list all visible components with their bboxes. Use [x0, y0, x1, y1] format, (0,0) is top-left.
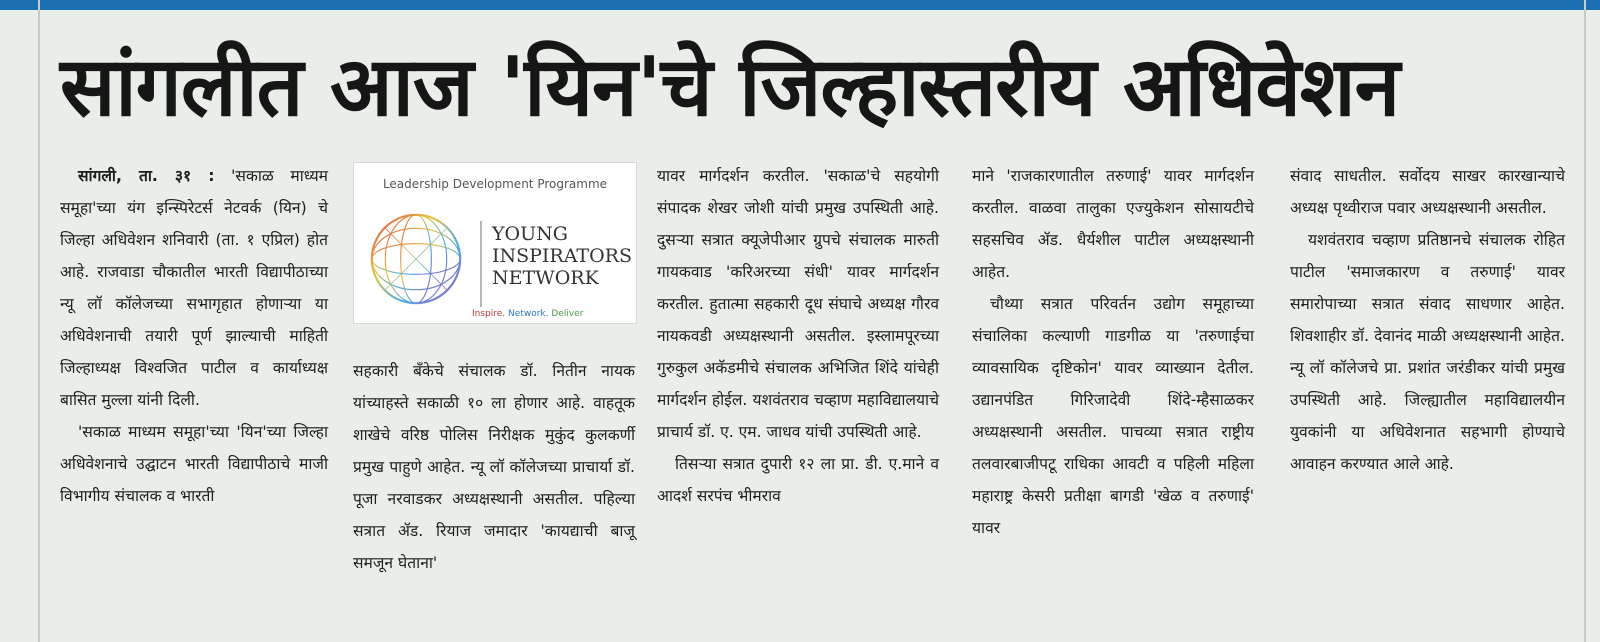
paragraph: चौथ्या सत्रात परिवर्तन उद्योग समूहाच्या संचालिका कल्याणी गाडगीळ या 'तरुणाईचा व्यावसायिक दृष्टिकोन' यावर व्याख्यान देतील. उद्यानपंडित गिरिजादेवी शिंदे-म्हैसाळकर अध्यक्षस्थानी असतील. पाचव्या सत्रात राष्ट्रीय तलवारबाजीपटू राधिका आवटी व पहिली महिला महाराष्ट्र केसरी प्रतीक्षा बागडी 'खेळ व तरुणाई' यावर	[972, 295, 1254, 537]
tagline-word: Network.	[508, 309, 549, 319]
article-column-5	[1290, 160, 1565, 480]
brand-line: NETWORK	[492, 267, 599, 289]
ad-subtitle: Leadership Development Programme	[382, 177, 608, 191]
logo-divider	[480, 221, 482, 307]
article-column-2	[353, 355, 635, 579]
headline: सांगलीत आज 'यिन'चे जिल्हास्तरीय अधिवेशन	[60, 40, 1400, 135]
top-color-bar	[0, 0, 1600, 10]
article-column-1	[60, 160, 328, 512]
tagline-word: Inspire.	[472, 309, 506, 319]
yin-logo-box	[353, 162, 637, 324]
paragraph	[60, 160, 328, 416]
tagline-word: Deliver	[551, 309, 584, 319]
brand-line: YOUNG	[492, 223, 568, 245]
paragraph: यशवंतराव चव्हाण प्रतिष्ठानचे संचालक रोहित पाटील 'समाजकारण व तरुणाई' यावर समारोपाच्या सत्रात संवाद साधणार आहेत. शिवशाहीर डॉ. देवानंद माळी अध्यक्षस्थानी आहेत. न्यू लॉ कॉलेजचे प्रा. प्रशांत जरंडीकर यांची प्रमुख उपस्थिती आहे. जिल्ह्यातील महाविद्यालयीन युवकांनी या अधिवेशनात सहभागी होण्याचे आवाहन करण्यात आले आहे.	[1290, 231, 1565, 473]
right-margin-line	[1584, 0, 1586, 642]
paragraph: यावर मार्गदर्शन करतील. 'सकाळ'चे सहयोगी संपादक शेखर जोशी यांची प्रमुख उपस्थिती आहे. दुसऱ्या सत्रात क्यूजेपीआर ग्रुपचे संचालक मारुती गायकवाड 'करिअरच्या संधी' यावर मार्गदर्शन करतील. हुतात्मा सहकारी दूध संघाचे अध्यक्ष गौरव नायकवडी अध्यक्षस्थानी असतील. इस्लामपूरच्या गुरुकुल अकॅडमीचे संचालक अभिजित शिंदे यांचेही मार्गदर्शन होईल. यशवंतराव चव्हाण महाविद्यालयाचे प्राचार्य डॉ. ए. एम. जाधव यांची उपस्थिती आहे.	[657, 167, 939, 441]
paragraph-text: 'सकाळ माध्यम समूहा'च्या यंग इन्स्पिरेटर्स नेटवर्क (यिन) चे जिल्हा अधिवेशन शनिवारी (ता. १ एप्रिल) होत आहे. राजवाडा चौकातील भारती विद्यापीठाच्या न्यू लॉ कॉलेजच्या सभागृहात होणाऱ्या या अधिवेशनाची तयारी पूर्ण झाल्याची माहिती जिल्हाध्यक्ष विश्वजित पाटील व कार्याध्यक्ष बासित मुल्ला यांनी दिली.	[60, 167, 328, 409]
paragraph: सहकारी बँकेचे संचालक डॉ. नितीन नायक यांच्याहस्ते सकाळी १० ला होणार आहे. वाहतूक शाखेचे वरिष्ठ पोलिस निरीक्षक मुकुंद कुलकर्णी प्रमुख पाहुणे आहेत. न्यू लॉ कॉलेजच्या प्राचार्या डॉ. पूजा नरवाडकर अध्यक्षस्थानी असतील. पहिल्या सत्रात ॲड. रियाज जमादार 'कायद्याची बाजू समजून घेताना'	[353, 362, 635, 572]
left-margin-line	[38, 0, 40, 642]
article-column-3	[657, 160, 939, 512]
globe-logo-icon	[368, 211, 464, 307]
brand-line: INSPIRATORS	[492, 245, 632, 267]
paragraph: 'सकाळ माध्यम समूहा'च्या 'यिन'च्या जिल्हा अधिवेशनाचे उद्घाटन भारती विद्यापीठाचे माजी विभागीय संचालक व भारती	[60, 423, 328, 505]
yin-tagline	[472, 309, 583, 319]
paragraph: तिसऱ्या सत्रात दुपारी १२ ला प्रा. डी. ए.माने व आदर्श सरपंच भीमराव	[657, 455, 939, 505]
article-column-4	[972, 160, 1254, 544]
paragraph: माने 'राजकारणातील तरुणाई' यावर मार्गदर्शन करतील. वाळवा तालुका एज्युकेशन सोसायटीचे सहसचिव ॲड. धैर्यशील पाटील अध्यक्षस्थानी आहेत.	[972, 167, 1254, 281]
dateline: सांगली, ता. ३१ :	[78, 167, 215, 185]
yin-brand-name	[492, 223, 632, 289]
paragraph: संवाद साधतील. सर्वोदय साखर कारखान्याचे अध्यक्ष पृथ्वीराज पवार अध्यक्षस्थानी असतील.	[1290, 167, 1565, 217]
